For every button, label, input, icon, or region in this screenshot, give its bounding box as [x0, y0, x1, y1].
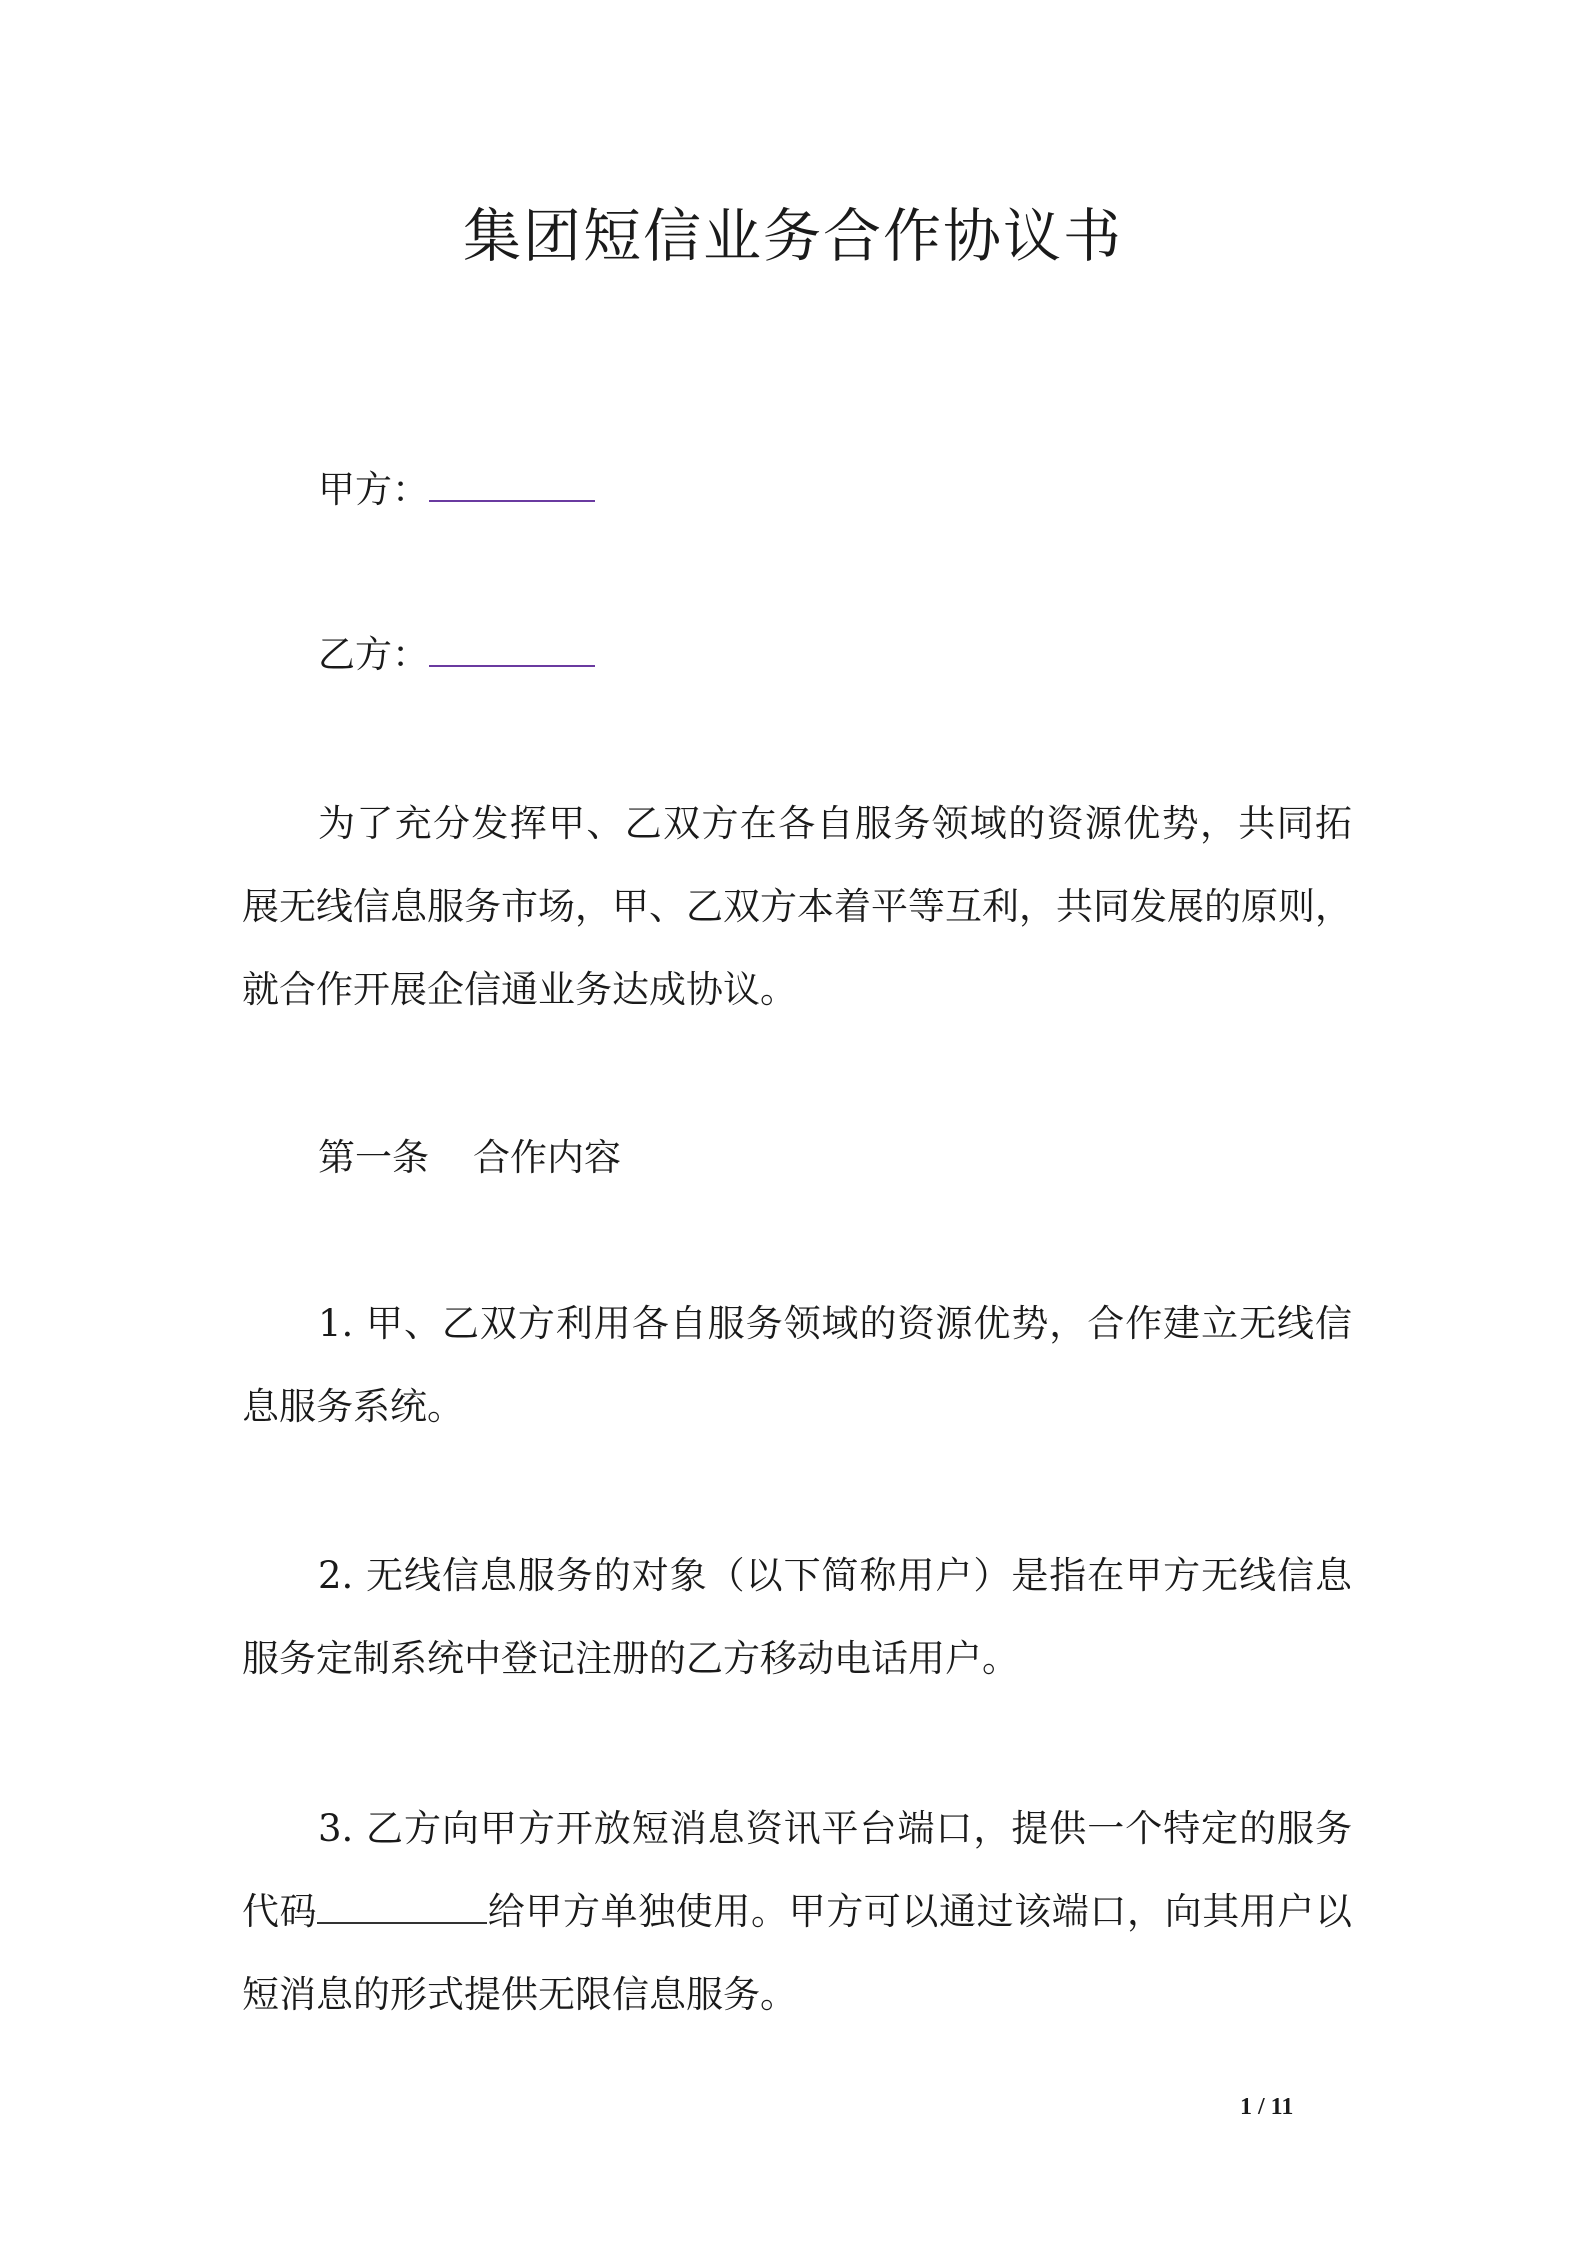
party-a-label: 甲方： — [318, 468, 429, 511]
article-1-heading — [318, 1130, 621, 1186]
document-title: 集团短信业务合作协议书 — [462, 202, 1123, 270]
service-code-blank — [317, 1888, 487, 1924]
article-1-number: 第一条 — [318, 1136, 429, 1179]
article-1-title: 合作内容 — [473, 1136, 621, 1179]
party-b-label: 乙方： — [318, 633, 429, 676]
page-number: 1 / 11 — [1240, 2094, 1294, 2120]
item-3-text-start: 3. 乙方向甲方开放短消息资讯平台端口，提供一个特定的服务代码 — [242, 1807, 1352, 1933]
party-b-field — [318, 627, 595, 683]
party-a-field — [318, 462, 595, 518]
intro-paragraph: 为了充分发挥甲、乙双方在各自服务领域的资源优势，共同拓展无线信息服务市场，甲、乙双方本着平等互利，共同发展的原则，就合作开展企信通业务达成协议。 — [242, 802, 1352, 1011]
item-3-paragraph — [242, 1787, 1352, 2036]
party-b-blank — [429, 631, 595, 667]
item-3-text-end: 给甲方单独使用。甲方可以通过该端口，向其用户以短消息的形式提供无限信息服务。 — [242, 1890, 1353, 2016]
party-a-blank — [429, 466, 595, 502]
item-1-paragraph: 1. 甲、乙双方利用各自服务领域的资源优势，合作建立无线信息服务系统。 — [242, 1302, 1352, 1428]
item-2-paragraph: 2. 无线信息服务的对象（以下简称用户）是指在甲方无线信息服务定制系统中登记注册的乙方移动电话用户。 — [242, 1554, 1352, 1680]
